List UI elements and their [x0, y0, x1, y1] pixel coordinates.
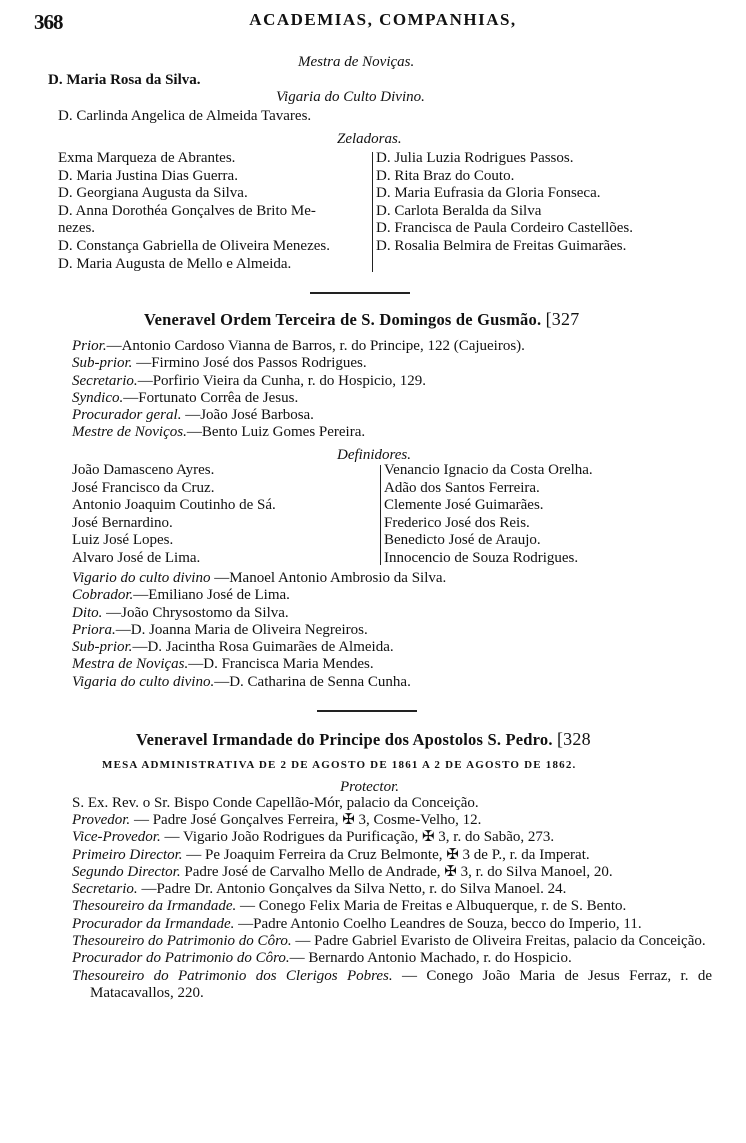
definidores-right-column	[384, 462, 593, 568]
officer-title: Syndico.	[72, 389, 124, 406]
officer-name: —D. Francisca Maria Mendes.	[188, 656, 374, 673]
officer-name: —Bento Luiz Gomes Pereira.	[186, 424, 366, 441]
list-item: Antonio Joaquim Coutinho de Sá.	[72, 497, 276, 514]
list-item: José Bernardino.	[72, 514, 173, 531]
officer-title: Cobrador.	[72, 587, 134, 604]
section-327-officers	[72, 338, 704, 442]
list-item: Luiz José Lopes.	[72, 532, 174, 549]
officer-name: —Fortunato Corrêa de Jesus.	[123, 389, 299, 406]
officer-name: —Antonio Cardoso Vianna de Barros, r. do Principe, 122 (Cajueiros).	[106, 338, 525, 354]
heading-definidores: Definidores.	[337, 447, 412, 463]
officer-title: Mestre de Noviços.	[72, 424, 187, 441]
section-number: [328	[556, 729, 591, 749]
officer-entry	[72, 881, 712, 898]
officer-title: Procurador da Irmandade.	[72, 915, 235, 932]
page-number: 368	[34, 10, 63, 34]
list-item: Adão dos Santos Ferreira.	[384, 479, 540, 496]
officer-name: — Conego Felix Maria de Freitas e Albuquerque, r. de S. Bento.	[236, 898, 627, 915]
protector-text: S. Ex. Rev. o Sr. Bispo Conde Capellão-Mór, palacio da Conceição.	[72, 795, 479, 811]
officer-entry	[72, 570, 704, 587]
list-item: D. Rita Braz do Couto.	[376, 167, 515, 184]
officer-name: —João José Barbosa.	[181, 407, 314, 424]
officer-name: —Firmino José dos Passos Rodrigues.	[132, 355, 367, 372]
list-item: D. Maria Justina Dias Guerra.	[58, 167, 238, 184]
officer-title: Procurador geral.	[72, 407, 182, 424]
list-item: Venancio Ignacio da Costa Orelha.	[384, 462, 593, 478]
officer-entry	[72, 622, 704, 639]
officer-name: —João Chrysostomo da Silva.	[102, 604, 289, 621]
officer-entry	[72, 829, 712, 846]
officer-entry	[72, 407, 704, 424]
officer-title: Primeiro Director.	[72, 846, 183, 863]
list-item: D. Maria Augusta de Mello e Almeida.	[58, 255, 292, 272]
list-item: D. Constança Gabriella de Oliveira Menezes.	[58, 237, 330, 254]
section-rule	[310, 292, 410, 294]
officer-title: Thesoureiro do Patrimonio do Côro.	[72, 933, 292, 950]
officer-title: Thesoureiro da Irmandade.	[72, 898, 237, 915]
officer-entry	[72, 424, 704, 441]
officer-title: Mestra de Noviças.	[72, 656, 189, 673]
officer-entry	[72, 605, 704, 622]
officer-name: —Manoel Antonio Ambrosio da Silva.	[210, 570, 447, 586]
officer-title: Vigaria do culto divino.	[72, 673, 215, 690]
definidores-left-column	[72, 462, 276, 568]
officer-name: —D. Joanna Maria de Oliveira Negreiros.	[115, 621, 368, 638]
officer-entry	[72, 933, 712, 950]
officer-name: Padre José de Carvalho Mello de Andrade, ✠ 3, r. do Silva Manoel, 20.	[180, 863, 613, 880]
list-item: D. Georgiana Augusta da Silva.	[58, 185, 248, 202]
list-item: D. Carlota Beralda da Silva	[376, 202, 542, 219]
officer-name: —Emiliano José de Lima.	[133, 587, 290, 604]
heading-protector: Protector.	[340, 779, 400, 795]
section-327-officers-continued	[72, 570, 704, 691]
officer-title: Thesoureiro do Patrimonio dos Clerigos Pobres.	[72, 967, 393, 984]
list-item: D. Julia Luzia Rodrigues Passos.	[376, 150, 574, 166]
officer-name: — Padre Gabriel Evaristo de Oliveira Freitas, palacio da Conceição.	[291, 933, 706, 950]
officer-name: —D. Catharina de Senna Cunha.	[214, 673, 411, 690]
officer-title: Provedor.	[72, 812, 131, 828]
column-divider	[380, 465, 381, 565]
officer-entry	[72, 656, 704, 673]
officer-entry	[72, 674, 704, 691]
section-title-text: Veneravel Ordem Terceira de S. Domingos de Gusmão.	[144, 310, 542, 329]
officer-title: Secretario.	[72, 372, 138, 389]
heading-zeladoras: Zeladoras.	[337, 131, 402, 147]
section-328-title	[136, 729, 591, 750]
officer-name: — Pe Joaquim Ferreira da Cruz Belmonte, ✠ 3 de P., r. da Imperat.	[182, 846, 590, 863]
officer-name: — Padre José Gonçalves Ferreira, ✠ 3, Cosme-Velho, 12.	[130, 812, 482, 828]
officer-entry	[72, 639, 704, 656]
column-divider	[372, 152, 373, 272]
officer-title: Segundo Director.	[72, 863, 181, 880]
officer-name: —D. Jacintha Rosa Guimarães de Almeida.	[132, 639, 394, 656]
officer-title: Procurador do Patrimonio do Côro.	[72, 950, 290, 967]
officer-title: Vigario do culto divino	[72, 570, 211, 586]
vigaria-name: D. Carlinda Angelica de Almeida Tavares.	[58, 108, 312, 124]
officer-name: —Padre Dr. Antonio Gonçalves da Silva Netto, r. do Silva Manoel. 24.	[137, 881, 567, 898]
list-item: Clemente José Guimarães.	[384, 497, 544, 514]
officer-title: Sub-prior.	[72, 639, 133, 656]
officer-entry	[72, 864, 712, 881]
heading-mestra: Mestra de Noviças.	[298, 54, 415, 70]
officer-entry	[72, 950, 712, 967]
officer-entry	[72, 847, 712, 864]
officer-title: Prior.	[72, 338, 107, 354]
officer-entry	[72, 898, 712, 915]
list-item: D. Rosalia Belmira de Freitas Guimarães.	[376, 237, 627, 254]
mesa-administrativa-line: MESA ADMINISTRATIVA DE 2 DE AGOSTO DE 1861 A 2 DE AGOSTO DE 1862.	[102, 759, 577, 771]
list-item: Exma Marqueza de Abrantes.	[58, 150, 236, 166]
list-item: D. Francisca de Paula Cordeiro Castellões.	[376, 220, 634, 237]
officer-name: — Conego João Maria de Jesus Ferraz, r. de Matacavallos, 220.	[90, 967, 712, 1001]
list-item: D. Maria Eufrasia da Gloria Fonseca.	[376, 185, 601, 202]
officer-title: Priora.	[72, 621, 116, 638]
running-title: ACADEMIAS, COMPANHIAS,	[249, 10, 517, 29]
officer-title: Vice-Provedor.	[72, 829, 161, 846]
list-item: Benedicto José de Araujo.	[384, 532, 541, 549]
officer-entry	[72, 812, 712, 829]
officer-name: — Vigario João Rodrigues da Purificação, ✠ 3, r. do Sabão, 273.	[160, 829, 555, 846]
officer-entry	[72, 355, 704, 372]
officer-entry	[72, 338, 704, 355]
officer-title: Dito.	[72, 604, 103, 621]
officer-entry	[72, 916, 712, 933]
section-328-officers	[72, 812, 712, 1002]
section-rule	[317, 710, 417, 712]
list-item: nezes.	[58, 220, 96, 237]
officer-entry	[72, 373, 704, 390]
zeladoras-right-column	[376, 150, 633, 256]
section-title-text: Veneravel Irmandade do Principe dos Apostolos S. Pedro.	[136, 730, 553, 749]
officer-name: —Porfirio Vieira da Cunha, r. do Hospicio, 129.	[137, 372, 427, 389]
section-327-title	[144, 309, 579, 330]
list-item: D. Anna Dorothéa Gonçalves de Brito Me-	[58, 202, 316, 219]
officer-title: Secretario.	[72, 881, 138, 898]
officer-title: Sub-prior.	[72, 355, 133, 372]
list-item: Innocencio de Souza Rodrigues.	[384, 549, 579, 566]
heading-vigaria: Vigaria do Culto Divino.	[276, 89, 425, 105]
list-item: Alvaro José de Lima.	[72, 549, 201, 566]
officer-entry	[72, 968, 712, 1003]
section-number: [327	[545, 309, 580, 329]
mestra-name: D. Maria Rosa da Silva.	[48, 72, 201, 88]
officer-entry	[72, 390, 704, 407]
list-item: José Francisco da Cruz.	[72, 479, 215, 496]
list-item: Frederico José dos Reis.	[384, 514, 530, 531]
officer-entry	[72, 587, 704, 604]
officer-name: — Bernardo Antonio Machado, r. do Hospicio.	[289, 950, 572, 967]
list-item: João Damasceno Ayres.	[72, 462, 215, 478]
officer-name: —Padre Antonio Coelho Leandres de Souza, becco do Imperio, 11.	[234, 915, 642, 932]
zeladoras-left-column	[58, 150, 330, 273]
